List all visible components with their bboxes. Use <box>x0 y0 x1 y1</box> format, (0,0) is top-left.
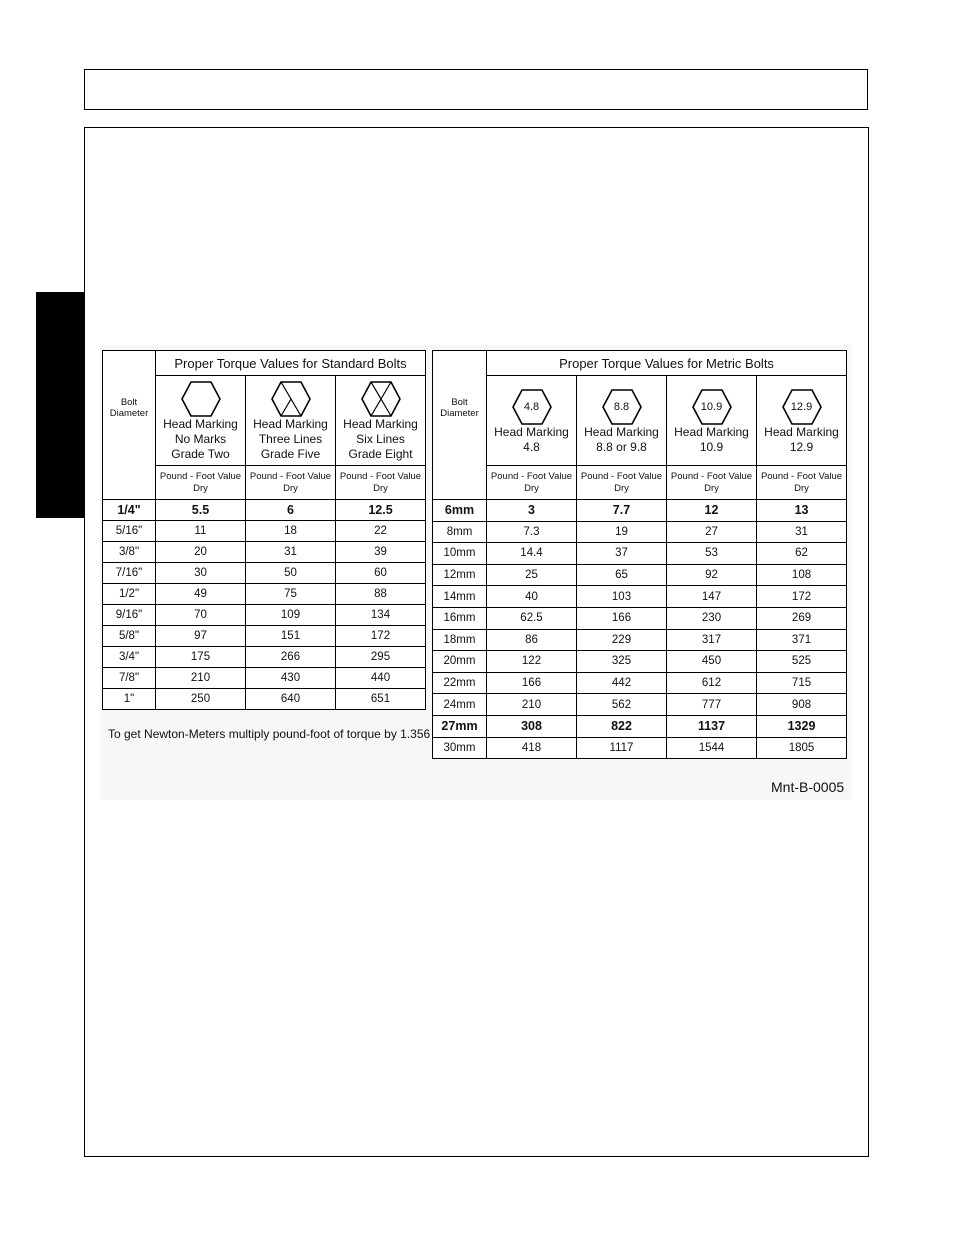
table-row <box>103 626 426 647</box>
torque-value-cell: 822 <box>577 715 667 737</box>
unit-text: Pound - Foot Value <box>580 470 663 482</box>
torque-value-cell: 53 <box>667 543 757 565</box>
torque-value-cell: 49 <box>156 584 246 605</box>
figure-id: Mnt-B-0005 <box>771 779 845 795</box>
unit-text: Dry <box>193 482 208 494</box>
torque-value-cell: 122 <box>487 651 577 673</box>
torque-value-cell: 230 <box>667 607 757 629</box>
torque-value-cell: 325 <box>577 651 667 673</box>
newton-meter-note: To get Newton-Meters multiply pound-foot of torque by 1.356 <box>108 727 431 741</box>
table-row <box>433 500 847 522</box>
table-row <box>433 521 847 543</box>
table-row <box>433 715 847 737</box>
head-label: Six Lines <box>356 432 405 446</box>
head-label: 8.8 or 9.8 <box>596 439 647 454</box>
torque-value-cell: 172 <box>336 626 426 647</box>
torque-value-cell: 908 <box>757 694 847 716</box>
torque-value-cell: 147 <box>667 586 757 608</box>
bolt-size-cell: 16mm <box>433 607 487 629</box>
bolt-size-cell: 24mm <box>433 694 487 716</box>
unit-text: Pound - Foot Value <box>670 470 753 482</box>
table-row <box>103 521 426 542</box>
torque-value-cell: 103 <box>577 586 667 608</box>
table-row <box>103 647 426 668</box>
bolt-size-cell: 30mm <box>433 737 487 759</box>
torque-value-cell: 430 <box>246 668 336 689</box>
unit-label <box>577 466 667 500</box>
table-row <box>103 542 426 563</box>
table-row <box>103 689 426 710</box>
torque-value-cell: 6 <box>246 500 336 521</box>
torque-value-cell: 151 <box>246 626 336 647</box>
torque-value-cell: 777 <box>667 694 757 716</box>
hex-head-marking <box>782 389 822 425</box>
torque-value-cell: 62.5 <box>487 607 577 629</box>
torque-value-cell: 440 <box>336 668 426 689</box>
unit-text: Pound - Foot Value <box>159 470 242 482</box>
table-row <box>433 694 847 716</box>
table-row <box>103 500 426 521</box>
torque-value-cell: 640 <box>246 689 336 710</box>
diameter-label: Diameter <box>109 408 149 419</box>
torque-value-cell: 86 <box>487 629 577 651</box>
torque-value-cell: 19 <box>577 521 667 543</box>
unit-text: Dry <box>794 482 809 494</box>
torque-value-cell: 442 <box>577 672 667 694</box>
bolt-size-cell: 18mm <box>433 629 487 651</box>
torque-value-cell: 1117 <box>577 737 667 759</box>
bolt-size-cell: 5/8" <box>103 626 156 647</box>
hex-grade-label: 8.8 <box>613 400 630 413</box>
head-label: Head Marking <box>584 424 659 439</box>
unit-text: Pound - Foot Value <box>490 470 573 482</box>
torque-value-cell: 308 <box>487 715 577 737</box>
bolt-size-cell: 27mm <box>433 715 487 737</box>
torque-value-cell: 109 <box>246 605 336 626</box>
table-row <box>433 607 847 629</box>
torque-value-cell: 210 <box>487 694 577 716</box>
head-label: Head Marking <box>674 424 749 439</box>
torque-value-cell: 166 <box>577 607 667 629</box>
bolt-size-cell: 7/8" <box>103 668 156 689</box>
unit-label <box>757 466 847 500</box>
bolt-size-cell: 5/16" <box>103 521 156 542</box>
hex-head-marking <box>512 389 552 425</box>
torque-value-cell: 5.5 <box>156 500 246 521</box>
unit-label <box>336 466 426 500</box>
hex-head-marking <box>692 389 732 425</box>
metric-table-title: Proper Torque Values for Metric Bolts <box>487 351 847 376</box>
metric-grade-head <box>757 376 847 466</box>
bolt-size-cell: 8mm <box>433 521 487 543</box>
torque-value-cell: 30 <box>156 563 246 584</box>
bolt-size-cell: 3/4" <box>103 647 156 668</box>
torque-value-cell: 70 <box>156 605 246 626</box>
head-label: Head Marking <box>494 424 569 439</box>
torque-value-cell: 1544 <box>667 737 757 759</box>
torque-value-cell: 65 <box>577 564 667 586</box>
torque-value-cell: 25 <box>487 564 577 586</box>
torque-value-cell: 7.7 <box>577 500 667 522</box>
torque-value-cell: 11 <box>156 521 246 542</box>
head-label: Head Marking <box>163 417 238 431</box>
table-row <box>103 605 426 626</box>
unit-text: Pound - Foot Value <box>339 470 422 482</box>
table-row <box>103 563 426 584</box>
torque-value-cell: 31 <box>246 542 336 563</box>
torque-value-cell: 612 <box>667 672 757 694</box>
grade-eight-head <box>336 376 426 466</box>
diameter-label: Diameter <box>440 408 479 419</box>
bolt-size-cell: 6mm <box>433 500 487 522</box>
unit-label <box>487 466 577 500</box>
bolt-size-cell: 1/4" <box>103 500 156 521</box>
torque-value-cell: 266 <box>246 647 336 668</box>
hex-grade-label: 4.8 <box>523 400 540 413</box>
torque-value-cell: 651 <box>336 689 426 710</box>
section-side-tab <box>36 292 84 518</box>
bolt-label: Bolt <box>120 397 138 408</box>
torque-value-cell: 715 <box>757 672 847 694</box>
torque-value-cell: 12.5 <box>336 500 426 521</box>
torque-value-cell: 22 <box>336 521 426 542</box>
metric-bolt-diameter-header <box>433 351 487 500</box>
torque-value-cell: 418 <box>487 737 577 759</box>
torque-value-cell: 18 <box>246 521 336 542</box>
table-row <box>103 668 426 689</box>
bolt-size-cell: 9/16" <box>103 605 156 626</box>
torque-value-cell: 14.4 <box>487 543 577 565</box>
hex-grade-label: 12.9 <box>790 400 813 413</box>
standard-bolt-diameter-header <box>103 351 156 500</box>
torque-value-cell: 3 <box>487 500 577 522</box>
torque-value-cell: 210 <box>156 668 246 689</box>
bolt-size-cell: 10mm <box>433 543 487 565</box>
unit-label <box>667 466 757 500</box>
torque-value-cell: 175 <box>156 647 246 668</box>
table-row <box>103 584 426 605</box>
torque-value-cell: 250 <box>156 689 246 710</box>
head-label: Head Marking <box>253 417 328 431</box>
metric-grade-head <box>667 376 757 466</box>
metric-torque-table <box>432 350 847 759</box>
torque-value-cell: 229 <box>577 629 667 651</box>
torque-value-cell: 7.3 <box>487 521 577 543</box>
bolt-size-cell: 14mm <box>433 586 487 608</box>
unit-text: Dry <box>524 482 539 494</box>
metric-head-row <box>433 376 847 466</box>
unit-text: Dry <box>283 482 298 494</box>
metric-grade-head <box>577 376 667 466</box>
table-row <box>433 629 847 651</box>
head-label: Grade Two <box>171 447 230 461</box>
torque-value-cell: 40 <box>487 586 577 608</box>
table-row <box>433 737 847 759</box>
head-label: Grade Eight <box>348 447 413 461</box>
torque-value-cell: 172 <box>757 586 847 608</box>
bolt-size-cell: 3/8" <box>103 542 156 563</box>
unit-text: Dry <box>614 482 629 494</box>
table-row <box>433 564 847 586</box>
table-row <box>433 672 847 694</box>
hex-head-three-lines-icon <box>271 381 311 417</box>
standard-table-title: Proper Torque Values for Standard Bolts <box>156 351 426 376</box>
metric-grade-head <box>487 376 577 466</box>
table-row <box>433 543 847 565</box>
torque-value-cell: 450 <box>667 651 757 673</box>
torque-value-cell: 108 <box>757 564 847 586</box>
torque-value-cell: 13 <box>757 500 847 522</box>
torque-value-cell: 1329 <box>757 715 847 737</box>
torque-value-cell: 62 <box>757 543 847 565</box>
torque-value-cell: 88 <box>336 584 426 605</box>
head-label: Grade Five <box>260 447 321 461</box>
torque-value-cell: 525 <box>757 651 847 673</box>
table-row <box>433 651 847 673</box>
torque-value-cell: 371 <box>757 629 847 651</box>
torque-value-cell: 134 <box>336 605 426 626</box>
torque-value-cell: 1137 <box>667 715 757 737</box>
unit-text: Pound - Foot Value <box>760 470 843 482</box>
torque-value-cell: 92 <box>667 564 757 586</box>
unit-text: Dry <box>704 482 719 494</box>
head-label: 4.8 <box>523 439 540 454</box>
bolt-size-cell: 22mm <box>433 672 487 694</box>
torque-value-cell: 562 <box>577 694 667 716</box>
head-label: Head Marking <box>764 424 839 439</box>
torque-value-cell: 295 <box>336 647 426 668</box>
bolt-size-cell: 1" <box>103 689 156 710</box>
standard-torque-table <box>102 350 426 710</box>
head-label: Head Marking <box>343 417 418 431</box>
unit-label <box>246 466 336 500</box>
torque-value-cell: 31 <box>757 521 847 543</box>
unit-label <box>156 466 246 500</box>
bolt-size-cell: 1/2" <box>103 584 156 605</box>
torque-value-cell: 75 <box>246 584 336 605</box>
torque-value-cell: 50 <box>246 563 336 584</box>
page-header-box <box>84 69 868 110</box>
torque-value-cell: 20 <box>156 542 246 563</box>
torque-value-cell: 27 <box>667 521 757 543</box>
torque-value-cell: 166 <box>487 672 577 694</box>
bolt-size-cell: 12mm <box>433 564 487 586</box>
torque-value-cell: 97 <box>156 626 246 647</box>
hex-grade-label: 10.9 <box>700 400 723 413</box>
torque-value-cell: 317 <box>667 629 757 651</box>
grade-five-head <box>246 376 336 466</box>
hex-head-six-lines-icon <box>361 381 401 417</box>
unit-text: Dry <box>373 482 388 494</box>
head-label: 10.9 <box>699 439 724 454</box>
torque-value-cell: 37 <box>577 543 667 565</box>
torque-value-cell: 39 <box>336 542 426 563</box>
torque-value-cell: 60 <box>336 563 426 584</box>
bolt-label: Bolt <box>451 397 468 408</box>
grade-two-head <box>156 376 246 466</box>
bolt-size-cell: 7/16" <box>103 563 156 584</box>
torque-value-cell: 12 <box>667 500 757 522</box>
bolt-size-cell: 20mm <box>433 651 487 673</box>
table-row <box>433 586 847 608</box>
head-label: 12.9 <box>789 439 814 454</box>
torque-value-cell: 269 <box>757 607 847 629</box>
hex-head-marking <box>602 389 642 425</box>
torque-value-cell: 1805 <box>757 737 847 759</box>
head-label: No Marks <box>174 432 227 446</box>
hex-head-no-marks-icon <box>181 381 221 417</box>
head-label: Three Lines <box>258 432 323 446</box>
metric-unit-row <box>433 466 847 500</box>
unit-text: Pound - Foot Value <box>249 470 332 482</box>
